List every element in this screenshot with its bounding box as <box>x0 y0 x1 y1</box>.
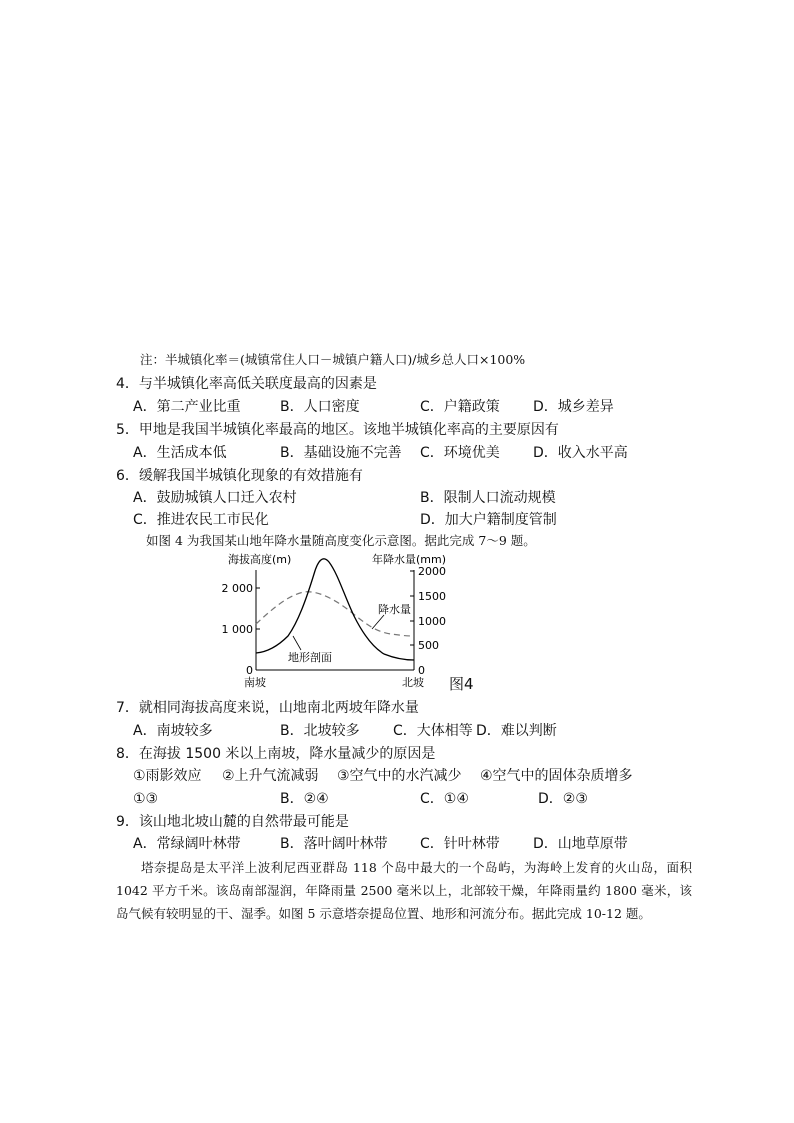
question-9-stem: 9．该山地北坡山麓的自然带最可能是 <box>116 814 349 830</box>
question-9-option-c[interactable]: C．针叶林带 <box>420 836 500 852</box>
question-9-option-d[interactable]: D．山地草原带 <box>533 836 628 852</box>
question-8-item-1: ①雨影效应 <box>133 768 202 784</box>
left-tick-label: 2 000 <box>221 582 253 595</box>
precipitation-elevation-chart <box>221 550 448 690</box>
right-tick-label: 1500 <box>418 590 446 603</box>
left-axis-title: 海拔高度(m) <box>228 553 292 566</box>
question-4-stem: 4．与半城镇化率高低关联度最高的因素是 <box>116 376 377 392</box>
formula-note: 注：半城镇化率＝(城镇常住人口－城镇户籍人口)/城乡总人口×100% <box>140 352 526 367</box>
question-8-option-d[interactable]: D．②③ <box>538 791 588 807</box>
question-7-stem: 7．就相同海拔高度来说，山地南北两坡年降水量 <box>116 700 419 716</box>
right-tick-label: 2000 <box>418 565 446 578</box>
question-6-option-c[interactable]: C．推进农民工市民化 <box>133 512 269 528</box>
reading-passage <box>116 856 692 925</box>
question-8-stem: 8．在海拔 1500 米以上南坡，降水量减少的原因是 <box>116 746 436 762</box>
question-8-item-3: ③空气中的水汽减少 <box>337 768 462 784</box>
question-7-option-b[interactable]: B．北坡较多 <box>280 723 360 739</box>
left-tick-label: 1 000 <box>221 623 253 636</box>
right-tick-label: 0 <box>418 664 425 677</box>
right-tick-label: 500 <box>418 639 439 652</box>
question-5-option-c[interactable]: C．环境优美 <box>420 445 500 461</box>
question-7-option-c[interactable]: C．大体相等 <box>393 723 473 739</box>
figure-4-label: 图4 <box>449 675 474 693</box>
question-8-option-a[interactable]: ①③ <box>133 791 159 807</box>
question-6-stem: 6．缓解我国半城镇化现象的有效措施有 <box>116 468 363 484</box>
south-slope-label: 南坡 <box>244 676 266 689</box>
question-4-option-d[interactable]: D．城乡差异 <box>533 399 614 415</box>
question-7-option-d[interactable]: D．难以判断 <box>476 723 557 739</box>
question-5-option-a[interactable]: A．生活成本低 <box>133 445 227 461</box>
question-6-option-d[interactable]: D．加大户籍制度管制 <box>420 512 557 528</box>
left-tick-label: 0 <box>246 664 253 677</box>
question-8-item-4: ④空气中的固体杂质增多 <box>480 768 633 784</box>
question-4-option-c[interactable]: C．户籍政策 <box>420 399 500 415</box>
passage-text: 塔奈提岛是太平洋上波利尼西亚群岛 118 个岛中最大的一个岛屿，为海岭上发育的火山岛，面积 1042 平方千米。该岛南部湿润，年降雨量 2500 毫米以上，北部较干燥，年降雨量约 1800 毫米，该岛气候有较明显的干、湿季。如图 5 示意塔奈提岛位置、地形和河流分布。据此完成 10-12 题。 <box>116 860 692 921</box>
question-4-option-a[interactable]: A．第二产业比重 <box>133 399 241 415</box>
terrain-label: 地形剖面 <box>288 651 332 664</box>
north-slope-label: 北坡 <box>402 676 424 689</box>
precipitation-label: 降水量 <box>378 603 411 616</box>
question-6-option-b[interactable]: B．限制人口流动规模 <box>420 490 556 506</box>
question-9-option-a[interactable]: A．常绿阔叶林带 <box>133 836 241 852</box>
question-8-option-c[interactable]: C．①④ <box>420 791 469 807</box>
question-5-option-b[interactable]: B．基础设施不完善 <box>280 445 402 461</box>
question-4-option-b[interactable]: B．人口密度 <box>280 399 360 415</box>
right-axis-title: 年降水量(mm) <box>372 553 447 566</box>
figure-intro: 如图 4 为我国某山地年降水量随高度变化示意图。据此完成 7～9 题。 <box>146 533 536 548</box>
question-9-option-b[interactable]: B．落叶阔叶林带 <box>280 836 388 852</box>
question-5-option-d[interactable]: D．收入水平高 <box>533 445 628 461</box>
right-tick-label: 1000 <box>418 615 446 628</box>
question-7-option-a[interactable]: A．南坡较多 <box>133 723 213 739</box>
question-8-option-b[interactable]: B．②④ <box>280 791 329 807</box>
question-6-option-a[interactable]: A．鼓励城镇人口迁入农村 <box>133 490 297 506</box>
question-8-item-2: ②上升气流减弱 <box>222 768 319 784</box>
question-5-stem: 5．甲地是我国半城镇化率最高的地区。该地半城镇化率高的主要原因有 <box>116 422 559 438</box>
